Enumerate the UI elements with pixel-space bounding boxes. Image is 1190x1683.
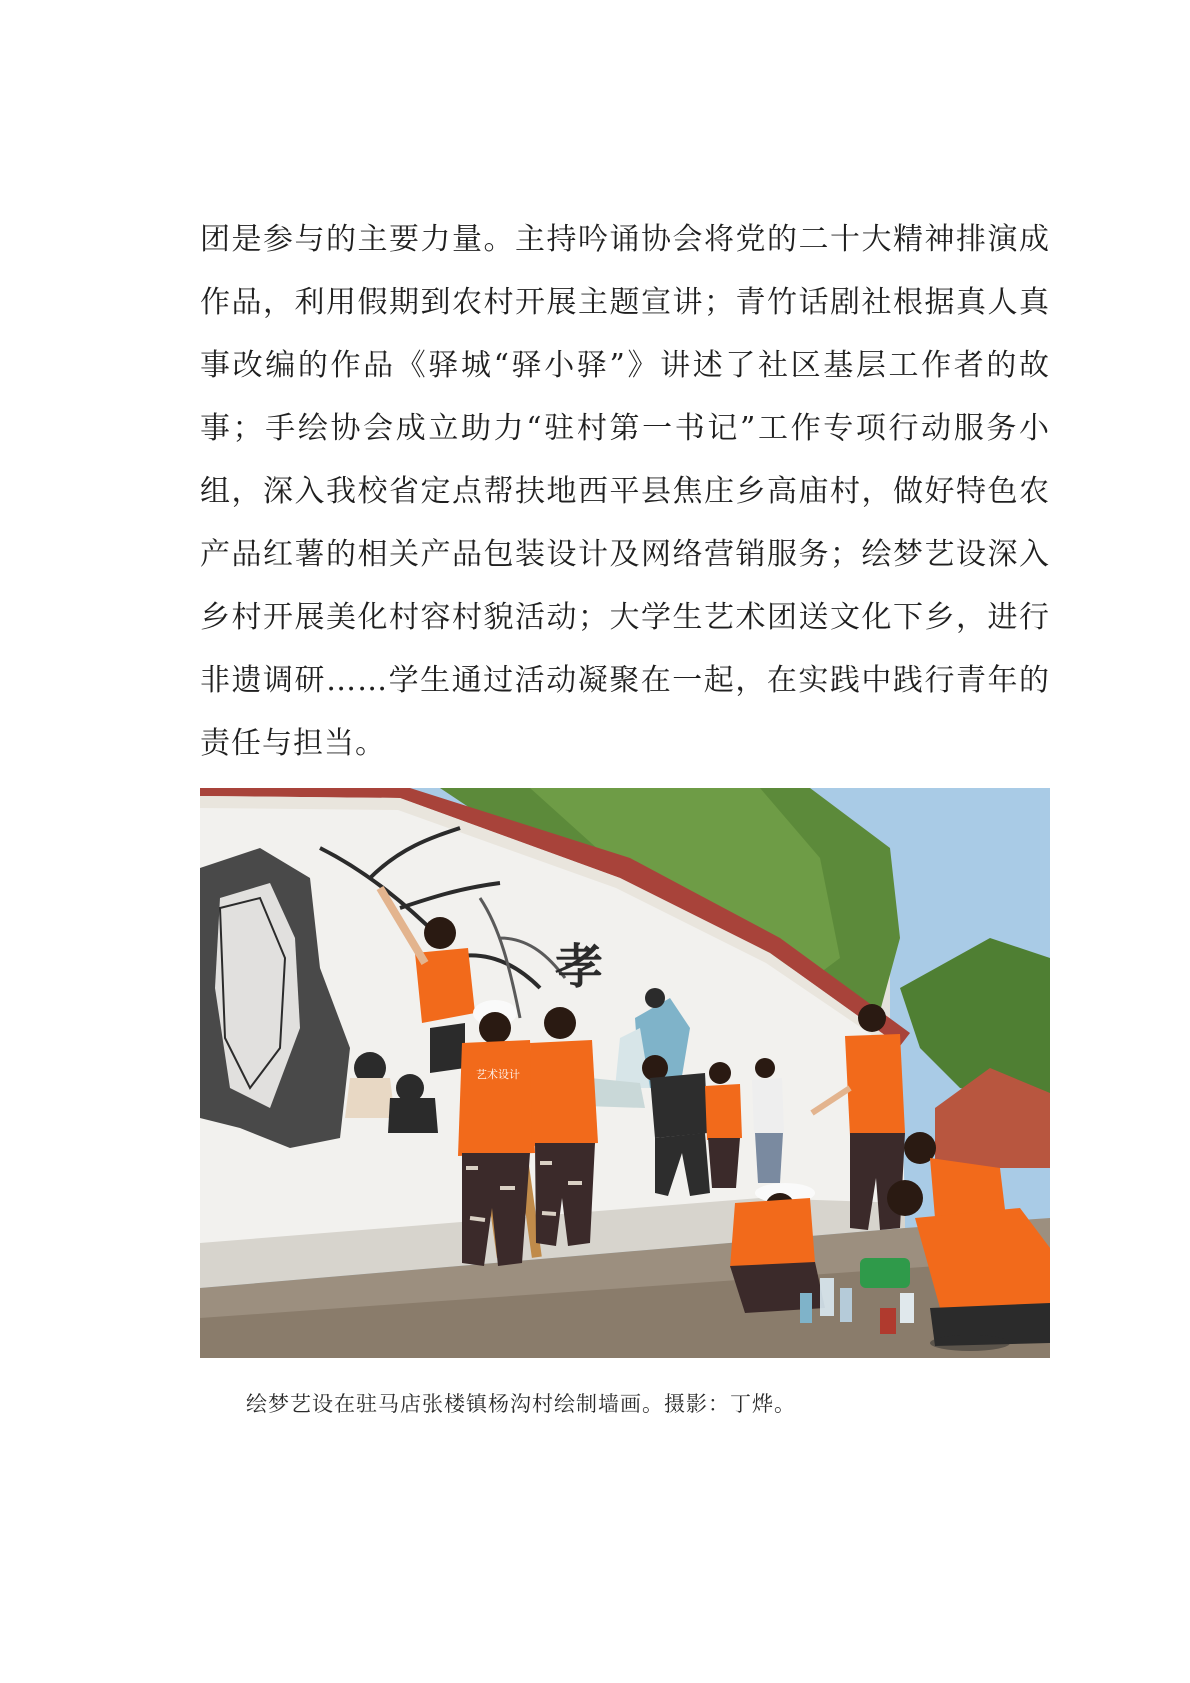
- paragraph-line: 乡村开展美化村容村貌活动；大学生艺术团送文化下乡，进行: [200, 600, 1050, 635]
- paragraph-line: 团是参与的主要力量。主持吟诵协会将党的二十大精神排演成: [200, 222, 1050, 257]
- mural-character-text: 孝: [555, 939, 604, 995]
- paragraph-line: 事；手绘协会成立助力“驻村第一书记”工作专项行动服务小: [200, 411, 1050, 446]
- paragraph-line: 事改编的作品《驿城“驿小驿”》讲述了社区基层工作者的故: [200, 348, 1050, 383]
- article-paragraph: [200, 208, 1050, 775]
- photo-caption: 绘梦艺设在驻马店张楼镇杨沟村绘制墙画。摄影：丁烨。: [246, 1392, 796, 1416]
- paragraph-line: 组，深入我校省定点帮扶地西平县焦庄乡高庙村，做好特色农: [200, 474, 1050, 509]
- paragraph-line: 非遗调研……学生通过活动凝聚在一起，在实践中践行青年的: [200, 663, 1050, 698]
- paragraph-line: 责任与担当。: [200, 726, 386, 761]
- paragraph-line: 作品，利用假期到农村开展主题宣讲；青竹话剧社根据真人真: [200, 285, 1050, 320]
- paragraph-line: 产品红薯的相关产品包装设计及网络营销服务；绘梦艺设深入: [200, 537, 1050, 572]
- shirt-print-text: 艺术设计: [476, 1068, 520, 1081]
- mural-painting-photo: [200, 788, 1050, 1358]
